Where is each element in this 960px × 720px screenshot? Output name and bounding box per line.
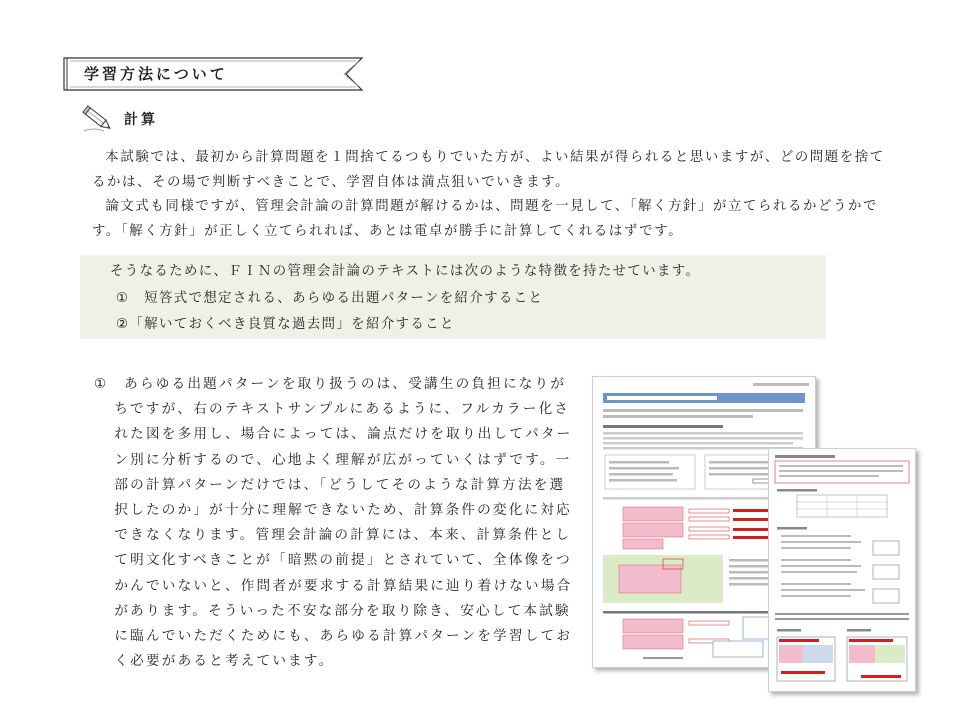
textbook-sample-image-2 [769,449,915,691]
feature-box [80,255,826,339]
feature-item-2: ②「解いておくべき良質な過去問」を紹介すること [116,317,455,332]
intro-paragraph-2: 論文式も同様ですが、管理会計論の計算問題が解けるかは、問題を一見して、「解く方針」が立てられるかどうかです。「解く方針」が正しく立てられれば、あとは電卓が勝手に計算してくれるはずです。 [92,199,878,239]
intro-text [92,146,892,244]
intro-paragraph-1: 本試験では、最初から計算問題を１問捨てるつもりでいた方が、よい結果が得られると思いますが、どの問題を捨てるかは、その場で判断すべきことで、学習自体は満点狙いでいきます。 [92,150,885,190]
feature-item-1: ① 短答式で想定される、あらゆる出題パターンを紹介すること [116,291,544,306]
detail-paragraph: ① あらゆる出題パターンを取り扱うのは、受講生の負担になりがちですが、右のテキストサンプルにあるように、フルカラー化された図を多用し、場合によっては、論点だけを取り出してパターン別に分析するので、心地よく理解が広がっていくはずです。一部の計算パターンだけでは、「どうしてそのような計算方法を選択したのか」が十分に理解できないため、計算条件の変化に対応できなくなります。管理会計論の計算には、本来、計算条件として明文化すべきことが「暗黙の前提」とされていて、全体像をつかんでいないと、作問者が要求する計算結果に辿り着けない場合があります。そういった不安な部分を取り除き、安心して本試験に臨んでいただくためにも、あらゆる計算パターンを学習しておく必要があると考えています。 [94,376,573,670]
pencil-icon [82,104,114,134]
section-banner [62,56,364,92]
section-title: 学習方法について [84,65,228,83]
feature-lead: そうなるために、ＦＩＮの管理会計論のテキストには次のような特徴を持たせています。 [110,264,701,279]
textbook-sample-page-front [768,448,916,692]
subsection-title: 計算 [124,112,158,128]
